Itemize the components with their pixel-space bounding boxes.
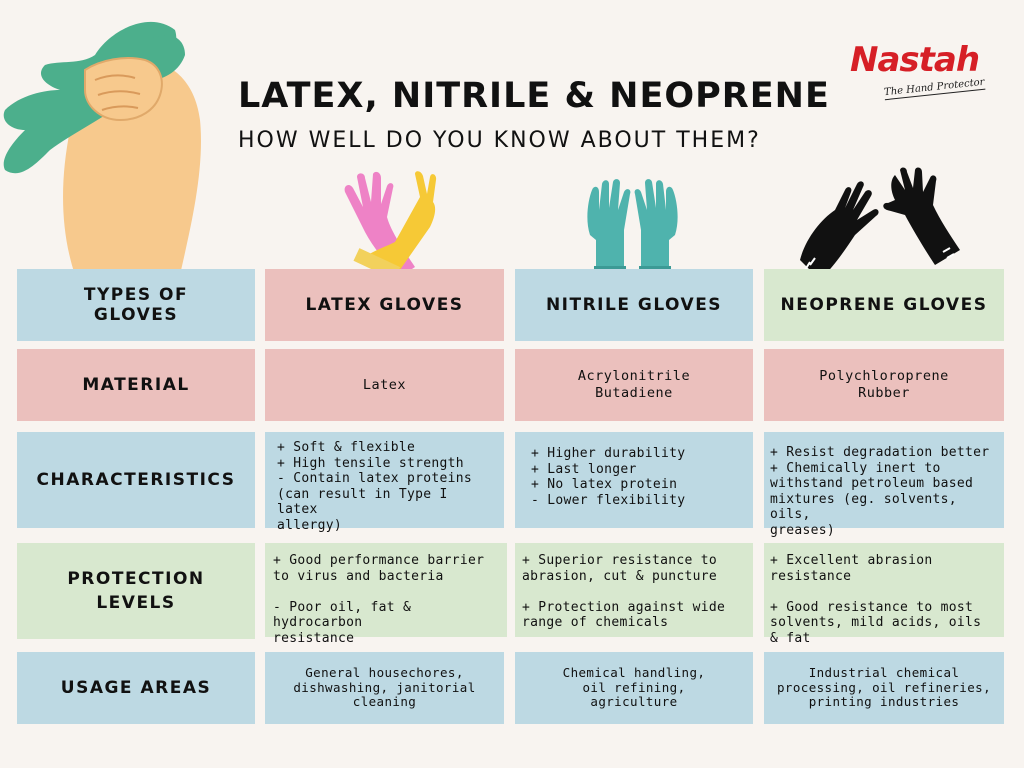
cell-protection-latex: + Good performance barrier to virus and bacteria - Poor oil, fat & hydrocarbon resistance — [265, 543, 507, 637]
brand-logo — [850, 40, 990, 110]
column-header-latex: LATEX GLOVES — [265, 269, 504, 341]
column-header-nitrile: NITRILE GLOVES — [515, 269, 753, 341]
nitrile-gloves-icon — [580, 180, 685, 280]
table-header-label: TYPES OF GLOVES — [17, 269, 255, 341]
row-label-material: MATERIAL — [17, 349, 255, 421]
cell-protection-neoprene: + Excellent abrasion resistance + Good resistance to most solvents, mild acids, oils & fat — [764, 543, 1004, 637]
neoprene-gloves-icon — [795, 170, 965, 285]
row-label-usage-areas: USAGE AREAS — [17, 652, 255, 724]
cell-material-latex: Latex — [265, 349, 504, 421]
cell-protection-nitrile: + Superior resistance to abrasion, cut & puncture + Protection against wide range of chemicals — [515, 543, 753, 637]
cell-characteristics-nitrile: + Higher durability + Last longer + No latex protein - Lower flexibility — [515, 432, 753, 528]
latex-gloves-icon — [335, 172, 445, 280]
cell-usage-nitrile: Chemical handling, oil refining, agriculture — [515, 652, 753, 724]
cell-characteristics-neoprene: + Resist degradation better + Chemically inert to withstand petroleum based mixtures (eg. solvents, oils, greases) — [764, 432, 1004, 528]
page-title: LATEX, NITRILE & NEOPRENE — [238, 76, 830, 116]
cell-material-neoprene: Polychloroprene Rubber — [764, 349, 1004, 421]
column-header-neoprene: NEOPRENE GLOVES — [764, 269, 1004, 341]
cell-usage-latex: General housechores, dishwashing, janitorial cleaning — [265, 652, 504, 724]
cell-material-nitrile: Acrylonitrile Butadiene — [515, 349, 753, 421]
cell-characteristics-latex: + Soft & flexible + High tensile strength - Contain latex proteins (can result in Type I latex allergy) — [265, 432, 504, 528]
page-subtitle: HOW WELL DO YOU KNOW ABOUT THEM? — [238, 128, 761, 153]
row-label-characteristics: CHARACTERISTICS — [17, 432, 255, 528]
brand-tagline: The Hand Protector — [883, 76, 985, 99]
brand-name: Nastah — [850, 40, 980, 80]
cell-usage-neoprene: Industrial chemical processing, oil refineries, printing industries — [764, 652, 1004, 724]
hand-holding-glove-icon — [0, 10, 230, 275]
row-label-protection-levels: PROTECTION LEVELS — [17, 543, 255, 639]
